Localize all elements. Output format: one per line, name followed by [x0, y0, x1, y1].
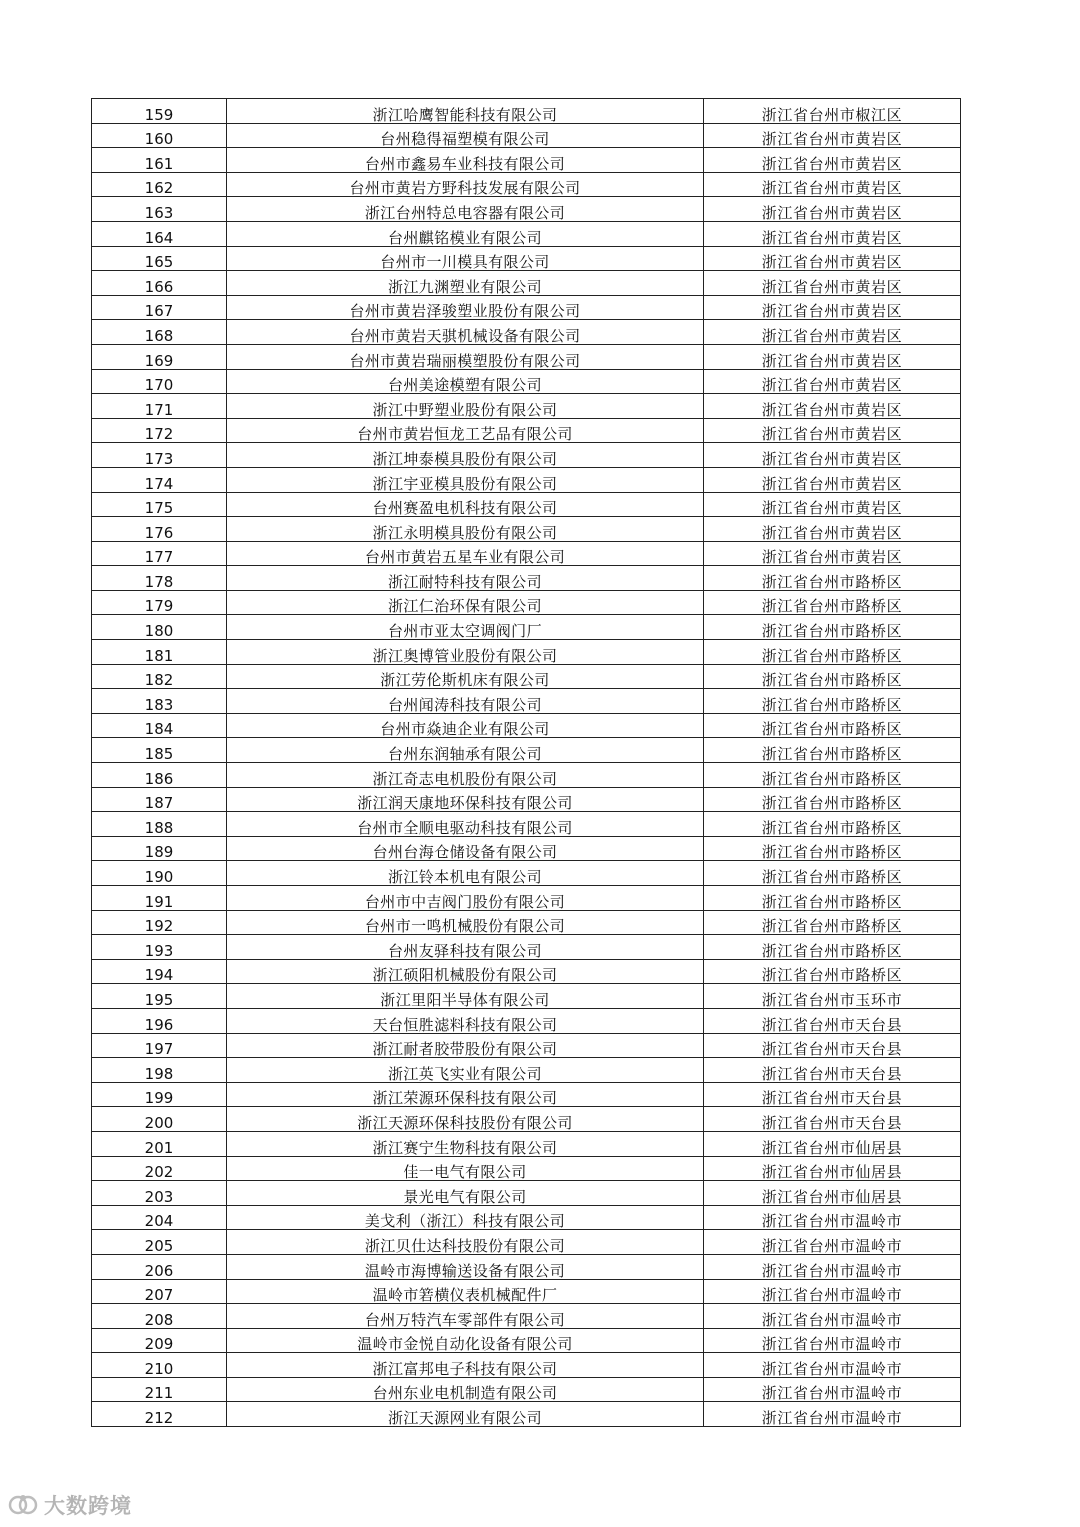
- table-row: [92, 1304, 961, 1329]
- brand-logo-icon: [8, 1492, 38, 1518]
- company-name-cell: 台州市焱迪企业有限公司: [227, 713, 704, 738]
- table-row: [92, 1082, 961, 1107]
- company-name-cell: 台州市黄岩天骐机械设备有限公司: [227, 320, 704, 345]
- company-name-cell: 天台恒胜滤料科技有限公司: [227, 1008, 704, 1033]
- table-row: [92, 1058, 961, 1083]
- row-number-cell: 164: [92, 221, 227, 246]
- company-name-cell: 浙江奥博管业股份有限公司: [227, 640, 704, 665]
- region-cell: 浙江省台州市黄岩区: [704, 443, 961, 468]
- row-number-cell: 161: [92, 148, 227, 173]
- row-number-cell: 190: [92, 861, 227, 886]
- region-cell: 浙江省台州市路桥区: [704, 861, 961, 886]
- row-number-cell: 192: [92, 910, 227, 935]
- company-name-cell: 佳一电气有限公司: [227, 1156, 704, 1181]
- row-number-cell: 187: [92, 787, 227, 812]
- table-row: [92, 959, 961, 984]
- company-name-cell: 浙江耐者胶带股份有限公司: [227, 1033, 704, 1058]
- region-cell: 浙江省台州市天台县: [704, 1082, 961, 1107]
- table-row: [92, 1008, 961, 1033]
- table-row: [92, 886, 961, 911]
- table-row: [92, 172, 961, 197]
- row-number-cell: 196: [92, 1008, 227, 1033]
- company-name-cell: 浙江赛宁生物科技有限公司: [227, 1131, 704, 1156]
- region-cell: 浙江省台州市路桥区: [704, 787, 961, 812]
- company-name-cell: 浙江耐特科技有限公司: [227, 566, 704, 591]
- region-cell: 浙江省台州市路桥区: [704, 935, 961, 960]
- row-number-cell: 193: [92, 935, 227, 960]
- region-cell: 浙江省台州市路桥区: [704, 812, 961, 837]
- row-number-cell: 205: [92, 1230, 227, 1255]
- company-name-cell: 台州市中吉阀门股份有限公司: [227, 886, 704, 911]
- table-row: [92, 738, 961, 763]
- region-cell: 浙江省台州市天台县: [704, 1058, 961, 1083]
- table-row: [92, 1230, 961, 1255]
- row-number-cell: 182: [92, 664, 227, 689]
- company-name-cell: 浙江坤泰模具股份有限公司: [227, 443, 704, 468]
- table-row: [92, 344, 961, 369]
- region-cell: 浙江省台州市路桥区: [704, 566, 961, 591]
- company-name-cell: 台州美途模塑有限公司: [227, 369, 704, 394]
- row-number-cell: 183: [92, 689, 227, 714]
- row-number-cell: 185: [92, 738, 227, 763]
- table-row: [92, 123, 961, 148]
- table-body: [92, 99, 961, 1427]
- region-cell: 浙江省台州市黄岩区: [704, 344, 961, 369]
- company-name-cell: 温岭市箬横仪表机械配件厂: [227, 1279, 704, 1304]
- table-row: [92, 763, 961, 788]
- row-number-cell: 162: [92, 172, 227, 197]
- company-name-cell: 浙江仁治环保有限公司: [227, 590, 704, 615]
- region-cell: 浙江省台州市路桥区: [704, 763, 961, 788]
- region-cell: 浙江省台州市路桥区: [704, 590, 961, 615]
- region-cell: 浙江省台州市黄岩区: [704, 197, 961, 222]
- table-row: [92, 836, 961, 861]
- region-cell: 浙江省台州市路桥区: [704, 713, 961, 738]
- region-cell: 浙江省台州市温岭市: [704, 1353, 961, 1378]
- company-name-cell: 台州市一川模具有限公司: [227, 246, 704, 271]
- row-number-cell: 179: [92, 590, 227, 615]
- region-cell: 浙江省台州市黄岩区: [704, 172, 961, 197]
- company-name-cell: 台州赛盈电机科技有限公司: [227, 492, 704, 517]
- region-cell: 浙江省台州市路桥区: [704, 910, 961, 935]
- region-cell: 浙江省台州市温岭市: [704, 1230, 961, 1255]
- row-number-cell: 195: [92, 984, 227, 1009]
- company-name-cell: 浙江哈鹰智能科技有限公司: [227, 99, 704, 124]
- row-number-cell: 170: [92, 369, 227, 394]
- table-row: [92, 197, 961, 222]
- region-cell: 浙江省台州市路桥区: [704, 689, 961, 714]
- row-number-cell: 159: [92, 99, 227, 124]
- table-row: [92, 1131, 961, 1156]
- table-row: [92, 1033, 961, 1058]
- table-row: [92, 369, 961, 394]
- row-number-cell: 181: [92, 640, 227, 665]
- region-cell: 浙江省台州市路桥区: [704, 959, 961, 984]
- table-row: [92, 418, 961, 443]
- table-row: [92, 664, 961, 689]
- region-cell: 浙江省台州市仙居县: [704, 1131, 961, 1156]
- company-name-cell: 浙江宇亚模具股份有限公司: [227, 467, 704, 492]
- company-name-cell: 台州台海仓储设备有限公司: [227, 836, 704, 861]
- row-number-cell: 171: [92, 394, 227, 419]
- table-row: [92, 246, 961, 271]
- row-number-cell: 175: [92, 492, 227, 517]
- company-name-cell: 温岭市金悦自动化设备有限公司: [227, 1328, 704, 1353]
- region-cell: 浙江省台州市温岭市: [704, 1304, 961, 1329]
- company-name-cell: 台州麒铭模业有限公司: [227, 221, 704, 246]
- table-row: [92, 467, 961, 492]
- row-number-cell: 177: [92, 541, 227, 566]
- table-row: [92, 1353, 961, 1378]
- table-row: [92, 935, 961, 960]
- table-row: [92, 1377, 961, 1402]
- region-cell: 浙江省台州市温岭市: [704, 1205, 961, 1230]
- company-name-cell: 浙江荣源环保科技有限公司: [227, 1082, 704, 1107]
- table-row: [92, 320, 961, 345]
- row-number-cell: 208: [92, 1304, 227, 1329]
- region-cell: 浙江省台州市路桥区: [704, 640, 961, 665]
- table-row: [92, 221, 961, 246]
- row-number-cell: 165: [92, 246, 227, 271]
- company-name-cell: 台州万特汽车零部件有限公司: [227, 1304, 704, 1329]
- row-number-cell: 167: [92, 295, 227, 320]
- row-number-cell: 203: [92, 1181, 227, 1206]
- company-name-cell: 浙江劳伦斯机床有限公司: [227, 664, 704, 689]
- row-number-cell: 204: [92, 1205, 227, 1230]
- row-number-cell: 178: [92, 566, 227, 591]
- company-name-cell: 台州东润轴承有限公司: [227, 738, 704, 763]
- table-row: [92, 713, 961, 738]
- row-number-cell: 169: [92, 344, 227, 369]
- region-cell: 浙江省台州市黄岩区: [704, 221, 961, 246]
- row-number-cell: 200: [92, 1107, 227, 1132]
- row-number-cell: 211: [92, 1377, 227, 1402]
- row-number-cell: 166: [92, 271, 227, 296]
- row-number-cell: 163: [92, 197, 227, 222]
- company-name-cell: 浙江台州特总电容器有限公司: [227, 197, 704, 222]
- region-cell: 浙江省台州市路桥区: [704, 886, 961, 911]
- row-number-cell: 209: [92, 1328, 227, 1353]
- row-number-cell: 202: [92, 1156, 227, 1181]
- region-cell: 浙江省台州市黄岩区: [704, 246, 961, 271]
- company-name-cell: 台州市鑫易车业科技有限公司: [227, 148, 704, 173]
- table-row: [92, 984, 961, 1009]
- row-number-cell: 172: [92, 418, 227, 443]
- table-row: [92, 1279, 961, 1304]
- row-number-cell: 186: [92, 763, 227, 788]
- company-name-cell: 浙江九渊塑业有限公司: [227, 271, 704, 296]
- company-name-cell: 台州友驿科技有限公司: [227, 935, 704, 960]
- company-name-cell: 台州东业电机制造有限公司: [227, 1377, 704, 1402]
- company-name-cell: 台州市黄岩恒龙工艺品有限公司: [227, 418, 704, 443]
- row-number-cell: 199: [92, 1082, 227, 1107]
- row-number-cell: 160: [92, 123, 227, 148]
- company-name-cell: 浙江英飞实业有限公司: [227, 1058, 704, 1083]
- table-row: [92, 787, 961, 812]
- table-row: [92, 910, 961, 935]
- row-number-cell: 189: [92, 836, 227, 861]
- company-name-cell: 浙江永明模具股份有限公司: [227, 517, 704, 542]
- company-name-cell: 台州闻涛科技有限公司: [227, 689, 704, 714]
- region-cell: 浙江省台州市黄岩区: [704, 295, 961, 320]
- row-number-cell: 210: [92, 1353, 227, 1378]
- company-name-cell: 台州市全顺电驱动科技有限公司: [227, 812, 704, 837]
- row-number-cell: 180: [92, 615, 227, 640]
- company-name-cell: 浙江天源环保科技股份有限公司: [227, 1107, 704, 1132]
- row-number-cell: 197: [92, 1033, 227, 1058]
- table-row: [92, 99, 961, 124]
- table-row: [92, 1328, 961, 1353]
- region-cell: 浙江省台州市路桥区: [704, 738, 961, 763]
- region-cell: 浙江省台州市路桥区: [704, 664, 961, 689]
- region-cell: 浙江省台州市椒江区: [704, 99, 961, 124]
- row-number-cell: 212: [92, 1402, 227, 1427]
- row-number-cell: 191: [92, 886, 227, 911]
- row-number-cell: 206: [92, 1254, 227, 1279]
- table-row: [92, 541, 961, 566]
- company-name-cell: 台州市黄岩方野科技发展有限公司: [227, 172, 704, 197]
- region-cell: 浙江省台州市温岭市: [704, 1279, 961, 1304]
- company-name-cell: 浙江中野塑业股份有限公司: [227, 394, 704, 419]
- company-name-cell: 浙江铃本机电有限公司: [227, 861, 704, 886]
- company-name-cell: 温岭市海博输送设备有限公司: [227, 1254, 704, 1279]
- row-number-cell: 184: [92, 713, 227, 738]
- row-number-cell: 194: [92, 959, 227, 984]
- row-number-cell: 173: [92, 443, 227, 468]
- table-row: [92, 492, 961, 517]
- company-name-cell: 浙江贝仕达科技股份有限公司: [227, 1230, 704, 1255]
- table-row: [92, 394, 961, 419]
- table-row: [92, 566, 961, 591]
- table-row: [92, 689, 961, 714]
- region-cell: 浙江省台州市黄岩区: [704, 369, 961, 394]
- table-row: [92, 295, 961, 320]
- table-row: [92, 443, 961, 468]
- region-cell: 浙江省台州市黄岩区: [704, 517, 961, 542]
- region-cell: 浙江省台州市黄岩区: [704, 320, 961, 345]
- table-row: [92, 1156, 961, 1181]
- table-row: [92, 517, 961, 542]
- row-number-cell: 188: [92, 812, 227, 837]
- company-name-cell: 浙江里阳半导体有限公司: [227, 984, 704, 1009]
- table-row: [92, 861, 961, 886]
- table-row: [92, 812, 961, 837]
- watermark-text: 大数跨境: [44, 1494, 132, 1518]
- company-name-cell: 浙江天源网业有限公司: [227, 1402, 704, 1427]
- table-row: [92, 1181, 961, 1206]
- company-name-cell: 美戈利（浙江）科技有限公司: [227, 1205, 704, 1230]
- table-row: [92, 590, 961, 615]
- region-cell: 浙江省台州市温岭市: [704, 1377, 961, 1402]
- row-number-cell: 201: [92, 1131, 227, 1156]
- region-cell: 浙江省台州市黄岩区: [704, 541, 961, 566]
- company-name-cell: 浙江润天康地环保科技有限公司: [227, 787, 704, 812]
- region-cell: 浙江省台州市温岭市: [704, 1254, 961, 1279]
- company-name-cell: 浙江硕阳机械股份有限公司: [227, 959, 704, 984]
- table-row: [92, 1107, 961, 1132]
- row-number-cell: 174: [92, 467, 227, 492]
- region-cell: 浙江省台州市路桥区: [704, 615, 961, 640]
- company-name-cell: 台州市黄岩五星车业有限公司: [227, 541, 704, 566]
- watermark: [8, 1490, 132, 1520]
- table-row: [92, 1402, 961, 1427]
- region-cell: 浙江省台州市温岭市: [704, 1328, 961, 1353]
- region-cell: 浙江省台州市黄岩区: [704, 148, 961, 173]
- region-cell: 浙江省台州市黄岩区: [704, 271, 961, 296]
- region-cell: 浙江省台州市天台县: [704, 1107, 961, 1132]
- company-name-cell: 浙江奇志电机股份有限公司: [227, 763, 704, 788]
- region-cell: 浙江省台州市黄岩区: [704, 394, 961, 419]
- company-name-cell: 台州市一鸣机械股份有限公司: [227, 910, 704, 935]
- table-row: [92, 1205, 961, 1230]
- region-cell: 浙江省台州市黄岩区: [704, 123, 961, 148]
- region-cell: 浙江省台州市黄岩区: [704, 467, 961, 492]
- company-name-cell: 台州稳得福塑模有限公司: [227, 123, 704, 148]
- region-cell: 浙江省台州市温岭市: [704, 1402, 961, 1427]
- company-name-cell: 台州市黄岩泽骏塑业股份有限公司: [227, 295, 704, 320]
- company-name-cell: 台州市黄岩瑞丽模塑股份有限公司: [227, 344, 704, 369]
- table-row: [92, 615, 961, 640]
- region-cell: 浙江省台州市仙居县: [704, 1156, 961, 1181]
- region-cell: 浙江省台州市黄岩区: [704, 492, 961, 517]
- row-number-cell: 207: [92, 1279, 227, 1304]
- region-cell: 浙江省台州市黄岩区: [704, 418, 961, 443]
- row-number-cell: 198: [92, 1058, 227, 1083]
- table-row: [92, 640, 961, 665]
- table-row: [92, 148, 961, 173]
- company-name-cell: 台州市亚太空调阀门厂: [227, 615, 704, 640]
- region-cell: 浙江省台州市天台县: [704, 1008, 961, 1033]
- region-cell: 浙江省台州市玉环市: [704, 984, 961, 1009]
- region-cell: 浙江省台州市仙居县: [704, 1181, 961, 1206]
- region-cell: 浙江省台州市路桥区: [704, 836, 961, 861]
- company-name-cell: 景光电气有限公司: [227, 1181, 704, 1206]
- table-row: [92, 1254, 961, 1279]
- table-row: [92, 271, 961, 296]
- region-cell: 浙江省台州市天台县: [704, 1033, 961, 1058]
- row-number-cell: 168: [92, 320, 227, 345]
- company-list-table: [91, 98, 961, 1427]
- company-name-cell: 浙江富邦电子科技有限公司: [227, 1353, 704, 1378]
- row-number-cell: 176: [92, 517, 227, 542]
